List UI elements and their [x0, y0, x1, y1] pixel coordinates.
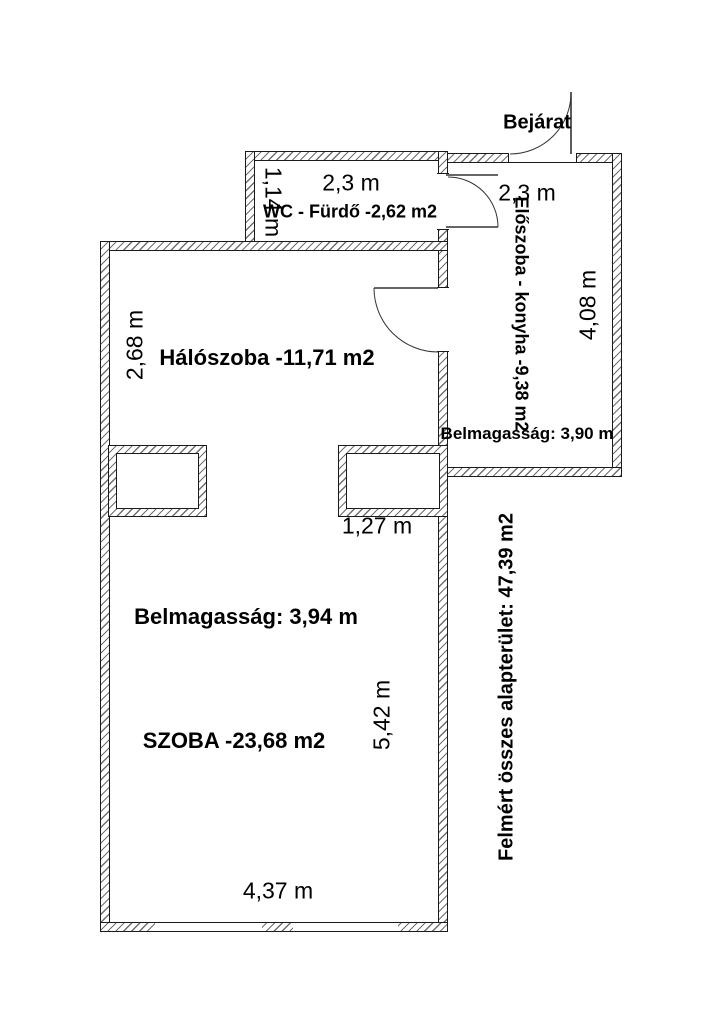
haloszoba-door-arc	[374, 288, 438, 352]
wall-wc-top	[245, 151, 448, 161]
entrance-door-opening	[508, 153, 577, 163]
total-area-label: Felmért összes alapterület: 47,39 m2	[495, 513, 518, 861]
eloszoba-width-dimension: 2,3 m	[498, 179, 556, 206]
szoba-room-label: SZOBA -23,68 m2	[142, 728, 326, 753]
passage-width-dimension: 1,27 m	[341, 512, 413, 539]
wc-door-arc	[448, 177, 498, 227]
wall-entry-right	[612, 153, 622, 477]
wc-room-label: WC - Fürdő -2,62 m2	[262, 201, 438, 222]
window-left	[155, 922, 262, 932]
haloszoba-door-opening	[437, 287, 449, 352]
entrance-label: Bejárat	[503, 111, 571, 134]
wall-pier-right-core	[346, 453, 440, 509]
eloszoba-depth-dimension: 4,08 m	[574, 269, 601, 341]
eloszoba-ceiling-height: Belmagasság: 3,90 m	[440, 424, 614, 443]
wall-wc-left	[245, 151, 255, 251]
wc-width-dimension: 2,3 m	[322, 169, 380, 196]
wc-door-opening	[437, 173, 449, 230]
wall-entry-bottom	[438, 467, 622, 477]
wall-haloszoba-top	[100, 241, 448, 251]
wc-depth-dimension: 1,14 m	[260, 166, 287, 238]
szoba-width-dimension: 4,37 m	[242, 877, 314, 904]
wall-pier-left-core	[116, 453, 199, 509]
wall-outer-left	[100, 241, 110, 932]
haloszoba-room-label: Hálószoba -11,71 m2	[159, 345, 375, 370]
wall-center-vertical	[438, 151, 448, 932]
haloszoba-depth-dimension: 2,68 m	[121, 309, 148, 381]
szoba-ceiling-height: Belmagasság: 3,94 m	[134, 604, 358, 629]
eloszoba-room-label: Előszoba - konyha -9,38 m2	[511, 196, 532, 432]
wall-pier-right	[338, 445, 448, 517]
window-right	[293, 922, 398, 932]
szoba-depth-dimension: 5,42 m	[368, 679, 395, 751]
wall-pier-left	[108, 445, 207, 517]
